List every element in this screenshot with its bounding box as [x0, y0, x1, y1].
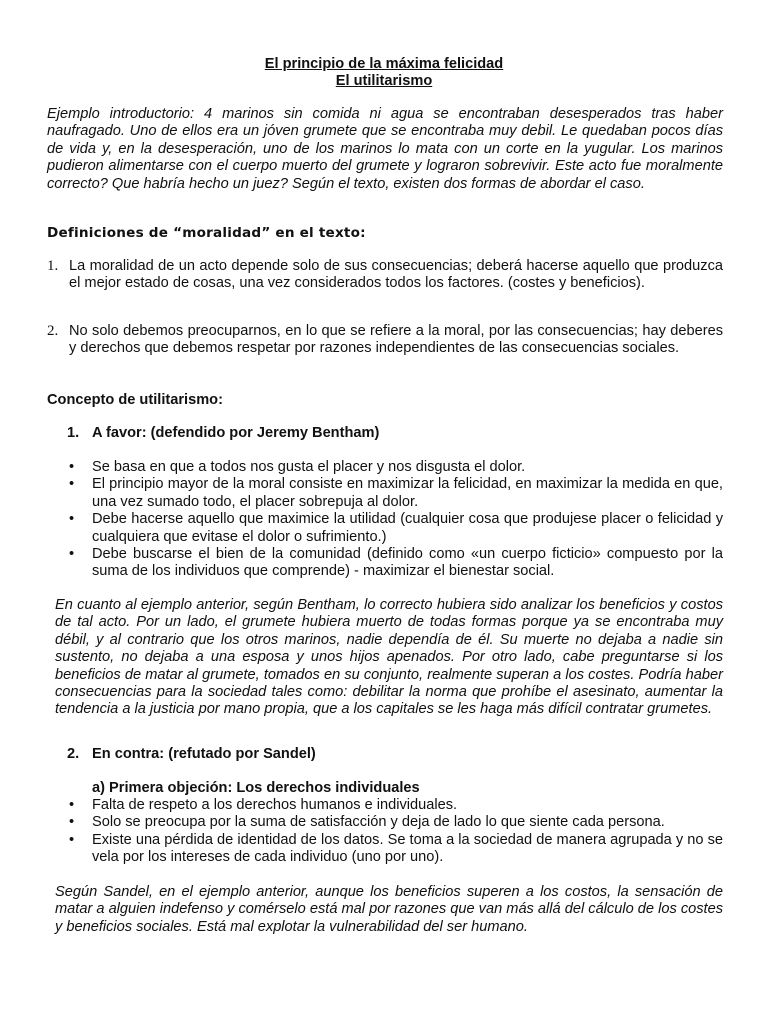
definition-text: No solo debemos preocuparnos, en lo que se refiere a la moral, por las consecuencias; hay deberes y derechos que debemos respetar por razones independientes de las consecuencias sociales.	[69, 323, 723, 357]
contra-commentary: Según Sandel, en el ejemplo anterior, aunque los beneficios superen a los costos, la sensación de matar a alguien indefenso y comérselo está mal por razones que van más allá del cálculo de los costes y beneficios sociales. Está mal explotar la vulnerabilidad del ser humano.	[55, 884, 723, 935]
bullet-icon: •	[69, 797, 75, 813]
favor-bullet-list	[67, 459, 723, 581]
definition-item	[47, 323, 723, 358]
definition-number: 1.	[47, 258, 59, 274]
list-item: • Debe buscarse el bien de la comunidad (definido como «un cuerpo ficticio» compuesto por la suma de los individuos que comprende) - maximizar el bienestar social.	[69, 546, 723, 580]
list-item: • Debe hacerse aquello que maximice la utilidad (cualquier cosa que produjese placer o felicidad y cualquiera que evitase el dolor o sufrimiento.)	[69, 511, 723, 545]
contra-bullet-list	[67, 797, 723, 867]
definitions-heading: Definiciones de “moralidad” en el texto:	[47, 225, 366, 241]
list-item: • Solo se preocupa por la suma de satisfacción y deja de lado lo que siente cada persona.	[69, 814, 665, 831]
contra-heading-text: En contra: (refutado por Sandel)	[92, 746, 316, 762]
intro-paragraph: Ejemplo introductorio: 4 marinos sin comida ni agua se encontraban desesperados tras haber naufragado. Uno de ellos era un jóven grumete que se encontraba muy debil. Le quedaban pocos días de vida y, en la desesperación, uno de los marinos lo mata con un corte en la yugular. Los marinos pudieron alimentarse con el cuerpo muerto del grumete y lograron sobrevivir. Este acto fue moralmente correcto? Que habría hecho un juez? Según el texto, existen dos formas de abordar el caso.	[47, 106, 723, 192]
favor-number: 1.	[67, 425, 80, 441]
definition-text: La moralidad de un acto depende solo de sus consecuencias; deberá hacerse aquello que produzca el mejor estado de cosas, una vez considerados todos los factores. (costes y beneficios).	[69, 258, 723, 292]
list-item: • Falta de respeto a los derechos humanos e individuales.	[69, 797, 458, 813]
contra-heading	[67, 746, 316, 763]
list-item: • El principio mayor de la moral consiste en maximizar la felicidad, en maximizar la medida en que, una vez sumado todo, el placer sobrepuja al dolor.	[69, 476, 723, 510]
bullet-icon: •	[69, 814, 75, 831]
favor-commentary: En cuanto al ejemplo anterior, según Bentham, lo correcto hubiera sido analizar los beneficios y costos de tal acto. Por un lado, el grumete hubiera muerto de todas formas porque ya se encontraba muy débil, y al contrario que los otros marinos, nadie dependía de él. Su muerte no dejaba a nadie sin sustento, no dejaba a una esposa y unos hijos apenados. Por otro lado, cabe preguntarse si los beneficios de matar al grumete, tomados en su conjunto, realmente superan a los costes. Podría haber consecuencias para la sociedad tales como: debilitar la norma que prohíbe el asesinato, aumentar la tendencia a la justicia por mano propia, que a los capitales se les haga más difícil contratar grumetes.	[55, 597, 723, 718]
favor-heading	[67, 425, 379, 442]
bullet-icon: •	[69, 459, 75, 475]
bullet-icon: •	[69, 546, 75, 563]
contra-number: 2.	[67, 746, 80, 762]
definition-item	[47, 258, 723, 293]
concept-heading: Concepto de utilitarismo:	[47, 392, 223, 408]
document-subtitle: El utilitarismo	[335, 73, 433, 89]
favor-heading-text: A favor: (defendido por Jeremy Bentham)	[92, 425, 380, 441]
list-item: • Se basa en que a todos nos gusta el placer y nos disgusta el dolor.	[69, 459, 526, 475]
list-item: • Existe una pérdida de identidad de los datos. Se toma a la sociedad de manera agrupada y no se vela por los intereses de cada individuo (uno por uno).	[69, 831, 723, 866]
document-title: El principio de la máxima felicidad	[264, 56, 504, 72]
objection-heading: a) Primera objeción: Los derechos individuales	[92, 780, 420, 796]
bullet-icon: •	[69, 831, 75, 848]
bullet-icon: •	[69, 476, 75, 493]
bullet-icon: •	[69, 511, 75, 528]
definition-number: 2.	[47, 323, 59, 339]
